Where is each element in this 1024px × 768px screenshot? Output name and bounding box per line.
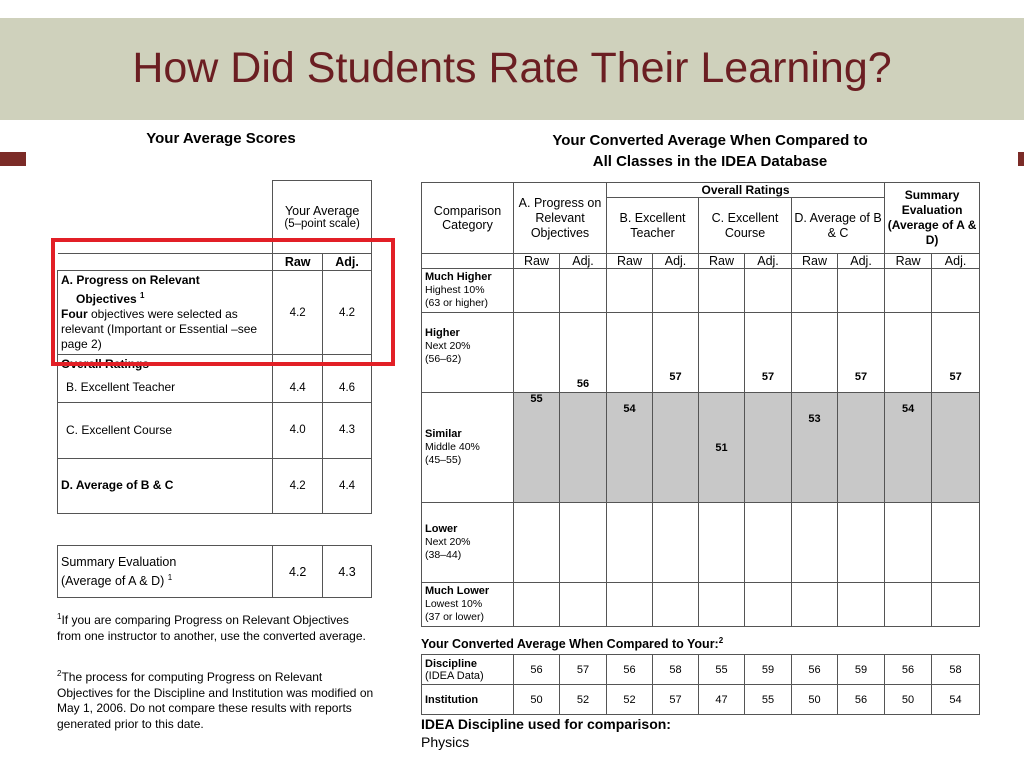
similar-c-raw: 51	[699, 393, 745, 503]
left-heading: Your Average Scores	[146, 130, 296, 147]
footnote-2: $^2$The process for computing Progress on Relevant Objectives for the Discipline and Institution was modified on May 1, 2006. Do not compare these results with reports generated prior to this date.	[57, 669, 374, 731]
category-similar: Similar Middle 40% (45–55)	[422, 393, 514, 503]
category-lower: Lower Next 20% (38–44)	[422, 503, 514, 583]
similar-b-raw: 54	[607, 393, 653, 503]
comparison-subheading: Your Converted Average When Compared to Your:$^2$	[421, 636, 724, 652]
teacher-row-label: B. Excellent Teacher	[58, 374, 273, 402]
average-bc-raw: 4.2	[273, 458, 323, 513]
similar-a-raw: 55	[514, 393, 560, 503]
teacher-header: B. Excellent Teacher	[607, 198, 699, 254]
overall-ratings-label: Overall Ratings	[58, 355, 273, 375]
higher-s-adj: 57	[932, 313, 980, 393]
average-bc-header: D. Average of B & C	[792, 198, 885, 254]
your-average-header: Your Average (5–point scale)	[273, 181, 372, 254]
course-header: C. Excellent Course	[699, 198, 792, 254]
category-much-higher: Much Higher Highest 10% (63 or higher)	[422, 269, 514, 313]
average-bc-adj: 4.4	[323, 458, 372, 513]
average-bc-row-label: D. Average of B & C	[58, 458, 273, 513]
higher-b-adj: 57	[653, 313, 699, 393]
accent-rule-left	[0, 152, 28, 166]
institution-row-label: Institution	[422, 685, 514, 715]
course-row-label: C. Excellent Course	[58, 402, 273, 458]
progress-row-label: A. Progress on Relevant Objectives $^1$ Four objectives were selected as relevant (Important or Essential –see page 2)	[58, 271, 273, 355]
higher-c-adj: 57	[745, 313, 792, 393]
accent-rule-right	[1018, 152, 1024, 166]
comparison-category-header: Comparison Category	[422, 183, 514, 254]
discipline-used-value: Physics	[421, 734, 470, 750]
higher-d-adj: 57	[838, 313, 885, 393]
highlight-box	[51, 238, 395, 366]
right-heading: Your Converted Average When Compared to All Classes in the IDEA Database	[552, 132, 868, 170]
discipline-institution-table: Discipline (IDEA Data) 56 57 56 58 55 59 56 59 56 58 Institution 50 52 52 57 47 55 50 56 50 54	[421, 654, 980, 715]
similar-s-raw: 54	[885, 393, 932, 503]
teacher-adj: 4.6	[323, 374, 372, 402]
higher-a-adj: 56	[560, 313, 607, 393]
course-raw: 4.0	[273, 402, 323, 458]
overall-ratings-header: Overall Ratings	[607, 183, 885, 198]
discipline-row-label: Discipline (IDEA Data)	[422, 655, 514, 685]
footnote-1: $^1$If you are comparing Progress on Relevant Objectives from one instructor to another, use the converted average.	[57, 612, 366, 643]
category-higher: Higher Next 20% (56–62)	[422, 313, 514, 393]
summary-row-label: Summary Evaluation (Average of A & D) $^1$	[58, 546, 273, 598]
teacher-raw: 4.4	[273, 374, 323, 402]
course-adj: 4.3	[323, 402, 372, 458]
summary-header: Summary Evaluation (Average of A & D)	[885, 183, 980, 254]
summary-raw: 4.2	[273, 546, 323, 598]
category-much-lower: Much Lower Lowest 10% (37 or lower)	[422, 583, 514, 627]
progress-adj: 4.2	[323, 271, 372, 355]
summary-evaluation-table	[57, 545, 372, 598]
similar-d-raw: 53	[792, 393, 838, 503]
converted-average-table: Comparison Category A. Progress on Relevant Objectives Overall Ratings Summary Evaluation (Average of A & D) B. Excellent Teacher C. Excellent Course D. Average of B & C Raw Adj. Raw Adj. Raw Adj. Raw Adj. Raw Adj. Much Higher Highest 10% (63 or higher) Higher Next 20% (56–62) 56 57 57 57 57 Similar Middle 40% (45–55) 55 54 51 53 54 Lower Next 20% (38–44) Much Lower Lowest 10% (37 or lower)	[421, 182, 980, 627]
summary-adj: 4.3	[323, 546, 372, 598]
progress-header: A. Progress on Relevant Objectives	[514, 183, 607, 254]
raw-header: Raw	[273, 254, 323, 271]
adj-header: Adj.	[323, 254, 372, 271]
progress-raw: 4.2	[273, 271, 323, 355]
slide-title: How Did Students Rate Their Learning?	[132, 44, 892, 92]
discipline-used-label: IDEA Discipline used for comparison:	[421, 716, 671, 732]
